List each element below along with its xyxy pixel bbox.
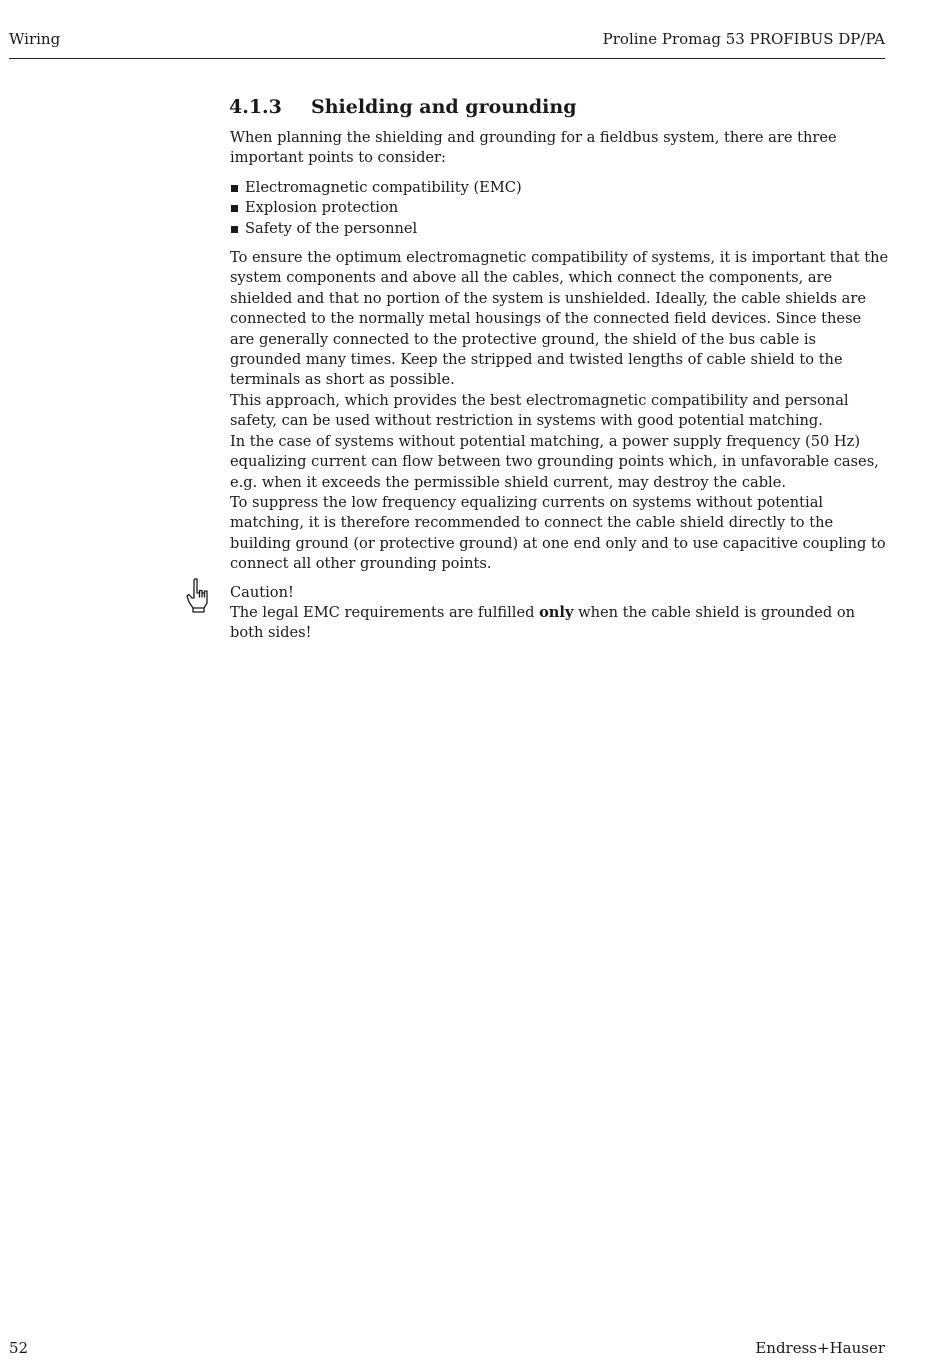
bullet-square-icon [231,226,238,233]
caution-text-emphasis: only [539,603,574,621]
main-content [230,94,890,644]
pointing-hand-icon [184,577,210,613]
page-number: 52 [9,1339,29,1357]
list-item [230,219,890,239]
caution-text [230,603,890,644]
considerations-list [230,178,890,239]
approach-paragraph: This approach, which provides the best electromagnetic compatibility and personal safety, can be used without restriction in systems with good potential matching. [230,391,849,430]
list-item-text: Safety of the personnel [245,219,418,237]
bullet-square-icon [231,185,238,192]
intro-paragraph: When planning the shielding and grounding for a fieldbus system, there are three important points to consider: [230,129,837,167]
section-heading [229,94,890,120]
caution-label: Caution! [230,583,294,601]
list-item-text: Electromagnetic compatibility (EMC) [245,178,522,196]
header-document-title: Proline Promag 53 PROFIBUS DP/PA [602,30,885,48]
emc-paragraph: To ensure the optimum electromagnetic compatibility of systems, it is important that the system components and above all the cables, which connect the components, are shielded and that no portion of the system is unshielded. Ideally, the cable shields are connected to the normally metal housings of the connected field devices. Since these are generally connected to the protective ground, the shield of the bus cable is grounded many times. Keep the stripped and twisted lengths of cable shield to the terminals as short as possible. [230,249,889,389]
section-title: Shielding and grounding [311,96,577,118]
section-number: 4.1.3 [229,96,282,118]
caution-text-start: The legal EMC requirements are fulfilled [230,603,540,621]
list-item-text: Explosion protection [245,199,399,217]
bullet-square-icon [231,205,238,212]
page-header [9,28,885,59]
caution-note [230,583,890,644]
potential-matching-paragraph: In the case of systems without potential matching, a power supply frequency (50 Hz) equalizing current can flow between two grounding points which, in unfavorable cases, e.g. when it exceeds the permissible shield current, may destroy the cable. [230,432,879,491]
caution-text-end: when the cable shield is grounded on both sides! [230,603,856,642]
suppression-paragraph: To suppress the low frequency equalizing currents on systems without potential matching, it is therefore recommended to connect the cable shield directly to the building ground (or protective ground) at one end only and to use capacitive coupling to connect all other grounding points. [230,493,886,573]
footer-brand: Endress+Hauser [755,1339,885,1357]
list-item [230,178,890,198]
list-item [230,198,890,218]
header-section-label: Wiring [9,30,61,48]
